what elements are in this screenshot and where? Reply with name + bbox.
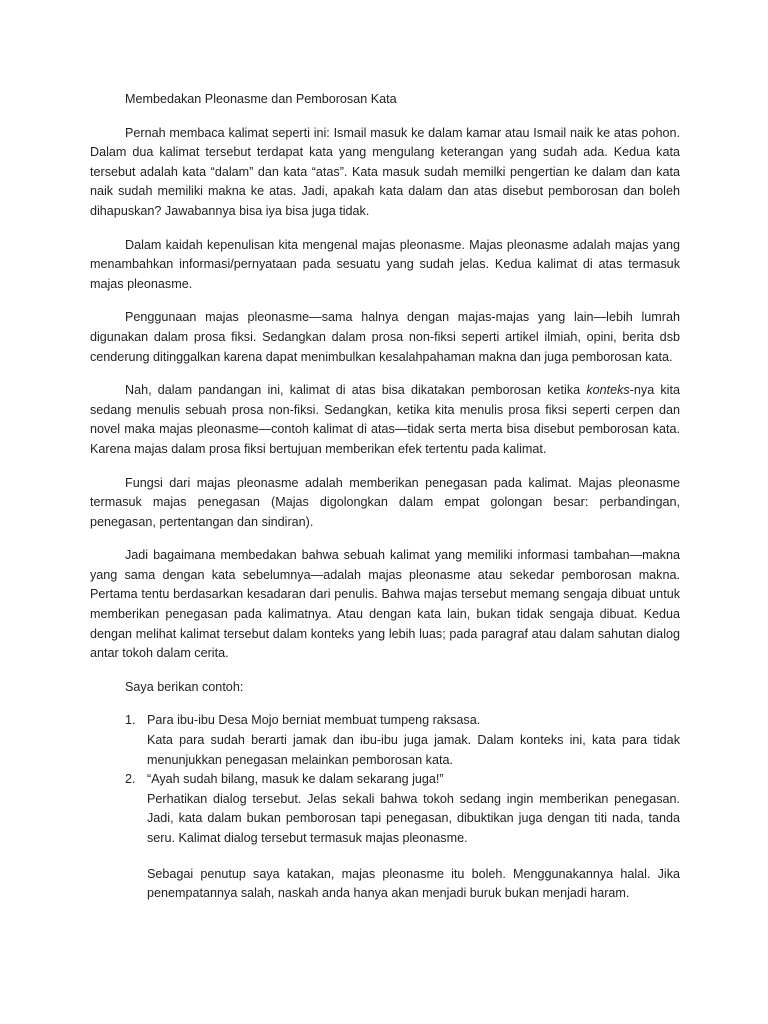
list-item — [90, 770, 680, 848]
list-item-number: 1. — [125, 713, 136, 728]
list-item-number: 2. — [125, 772, 136, 787]
examples-list — [90, 711, 680, 848]
paragraph-2: Dalam kaidah kepenulisan kita mengenal majas pleonasme. Majas pleonasme adalah majas yang menambahkan informasi/pernyataan pada sesuatu yang sudah jelas. Kedua kalimat di atas termasuk majas pleonasme. — [90, 237, 680, 291]
paragraph-1: Pernah membaca kalimat seperti ini: Ismail masuk ke dalam kamar atau Ismail naik ke atas pohon. Dalam dua kalimat tersebut terdapat kata yang mengulang keterangan yang sudah ada. Kedua kata tersebut adalah kata “dalam” dan kata “atas”. Kata masuk sudah memilki pengertian ke dalam dan kata naik sudah memiliki makna ke atas. Jadi, apakah kata dalam dan atas disebut pemborosan dan boleh dihapuskan? Jawabannya bisa iya bisa juga tidak. — [90, 125, 680, 218]
paragraph-6: Jadi bagaimana membedakan bahwa sebuah kalimat yang memiliki informasi tambahan—makna yang sama dengan kata sebelumnya—adalah majas pleonasme atau sekedar pemborosan makna. Pertama tentu berdasarkan kesadaran dari penulis. Bahwa majas tersebut memang sengaja dibuat untuk memberikan penegasan pada kalimatnya. Atau dengan kata lain, bukan tidak sengaja dibuat. Kedua dengan melihat kalimat tersebut dalam konteks yang lebih luas; pada paragraf atau dalam sahutan dialog antar tokoh dalam cerita. — [90, 548, 680, 661]
paragraph-3: Penggunaan majas pleonasme—sama halnya dengan majas-majas yang lain—lebih lumrah digunakan dalam prosa fiksi. Sedangkan dalam prosa non-fiksi seperti artikel ilmiah, opini, berita dsb cenderung ditinggalkan karena dapat menimbulkan kesalahpahaman makna dan juga pemborosan kata. — [90, 310, 680, 364]
paragraph-5: Fungsi dari majas pleonasme adalah memberikan penegasan pada kalimat. Majas pleonasme termasuk majas penegasan (Majas digolongkan dalam empat golongan besar: perbandingan, penegasan, pertentangan dan sindiran). — [90, 475, 680, 529]
document-page — [90, 90, 680, 904]
example-sentence: Para ibu-ibu Desa Mojo berniat membuat tumpeng raksasa. — [147, 713, 481, 728]
example-explanation: Kata para sudah berarti jamak dan ibu-ibu juga jamak. Dalam konteks ini, kata para tidak menunjukkan penegasan melainkan pemborosan kata. — [147, 733, 680, 767]
paragraph-4 — [90, 381, 680, 459]
paragraph-4-part-1: Nah, dalam pandangan ini, kalimat di atas bisa dikatakan pemborosan ketika — [125, 383, 587, 398]
paragraph-4-emphasis: konteks — [586, 383, 630, 398]
examples-intro: Saya berikan contoh: — [125, 679, 244, 694]
example-explanation: Perhatikan dialog tersebut. Jelas sekali bahwa tokoh sedang ingin memberikan penegasan. Jadi, kata dalam bukan pemborosan tapi penegasan, dibuktikan juga dengan titi nada, tanda seru. Kalimat dialog tersebut termasuk majas pleonasme. — [147, 791, 680, 845]
closing-paragraph: Sebagai penutup saya katakan, majas pleonasme itu boleh. Menggunakannya halal. Jika penempatannya salah, naskah anda hanya akan menjadi buruk bukan menjadi haram. — [147, 866, 680, 901]
list-item — [90, 711, 680, 770]
paragraph-4-part-2: -nya kita sedang menulis sebuah prosa non-fiksi. Sedangkan, ketika kita menulis prosa fiksi seperti cerpen dan novel maka majas pleonasme—contoh kalimat di atas—tidak serta merta bisa disebut pemborosan kata. Karena majas dalam prosa fiksi bertujuan memberikan efek tertentu pada kalimat. — [90, 383, 680, 456]
document-title: Membedakan Pleonasme dan Pemborosan Kata — [125, 92, 397, 106]
example-sentence: “Ayah sudah bilang, masuk ke dalam sekarang juga!” — [147, 772, 444, 787]
